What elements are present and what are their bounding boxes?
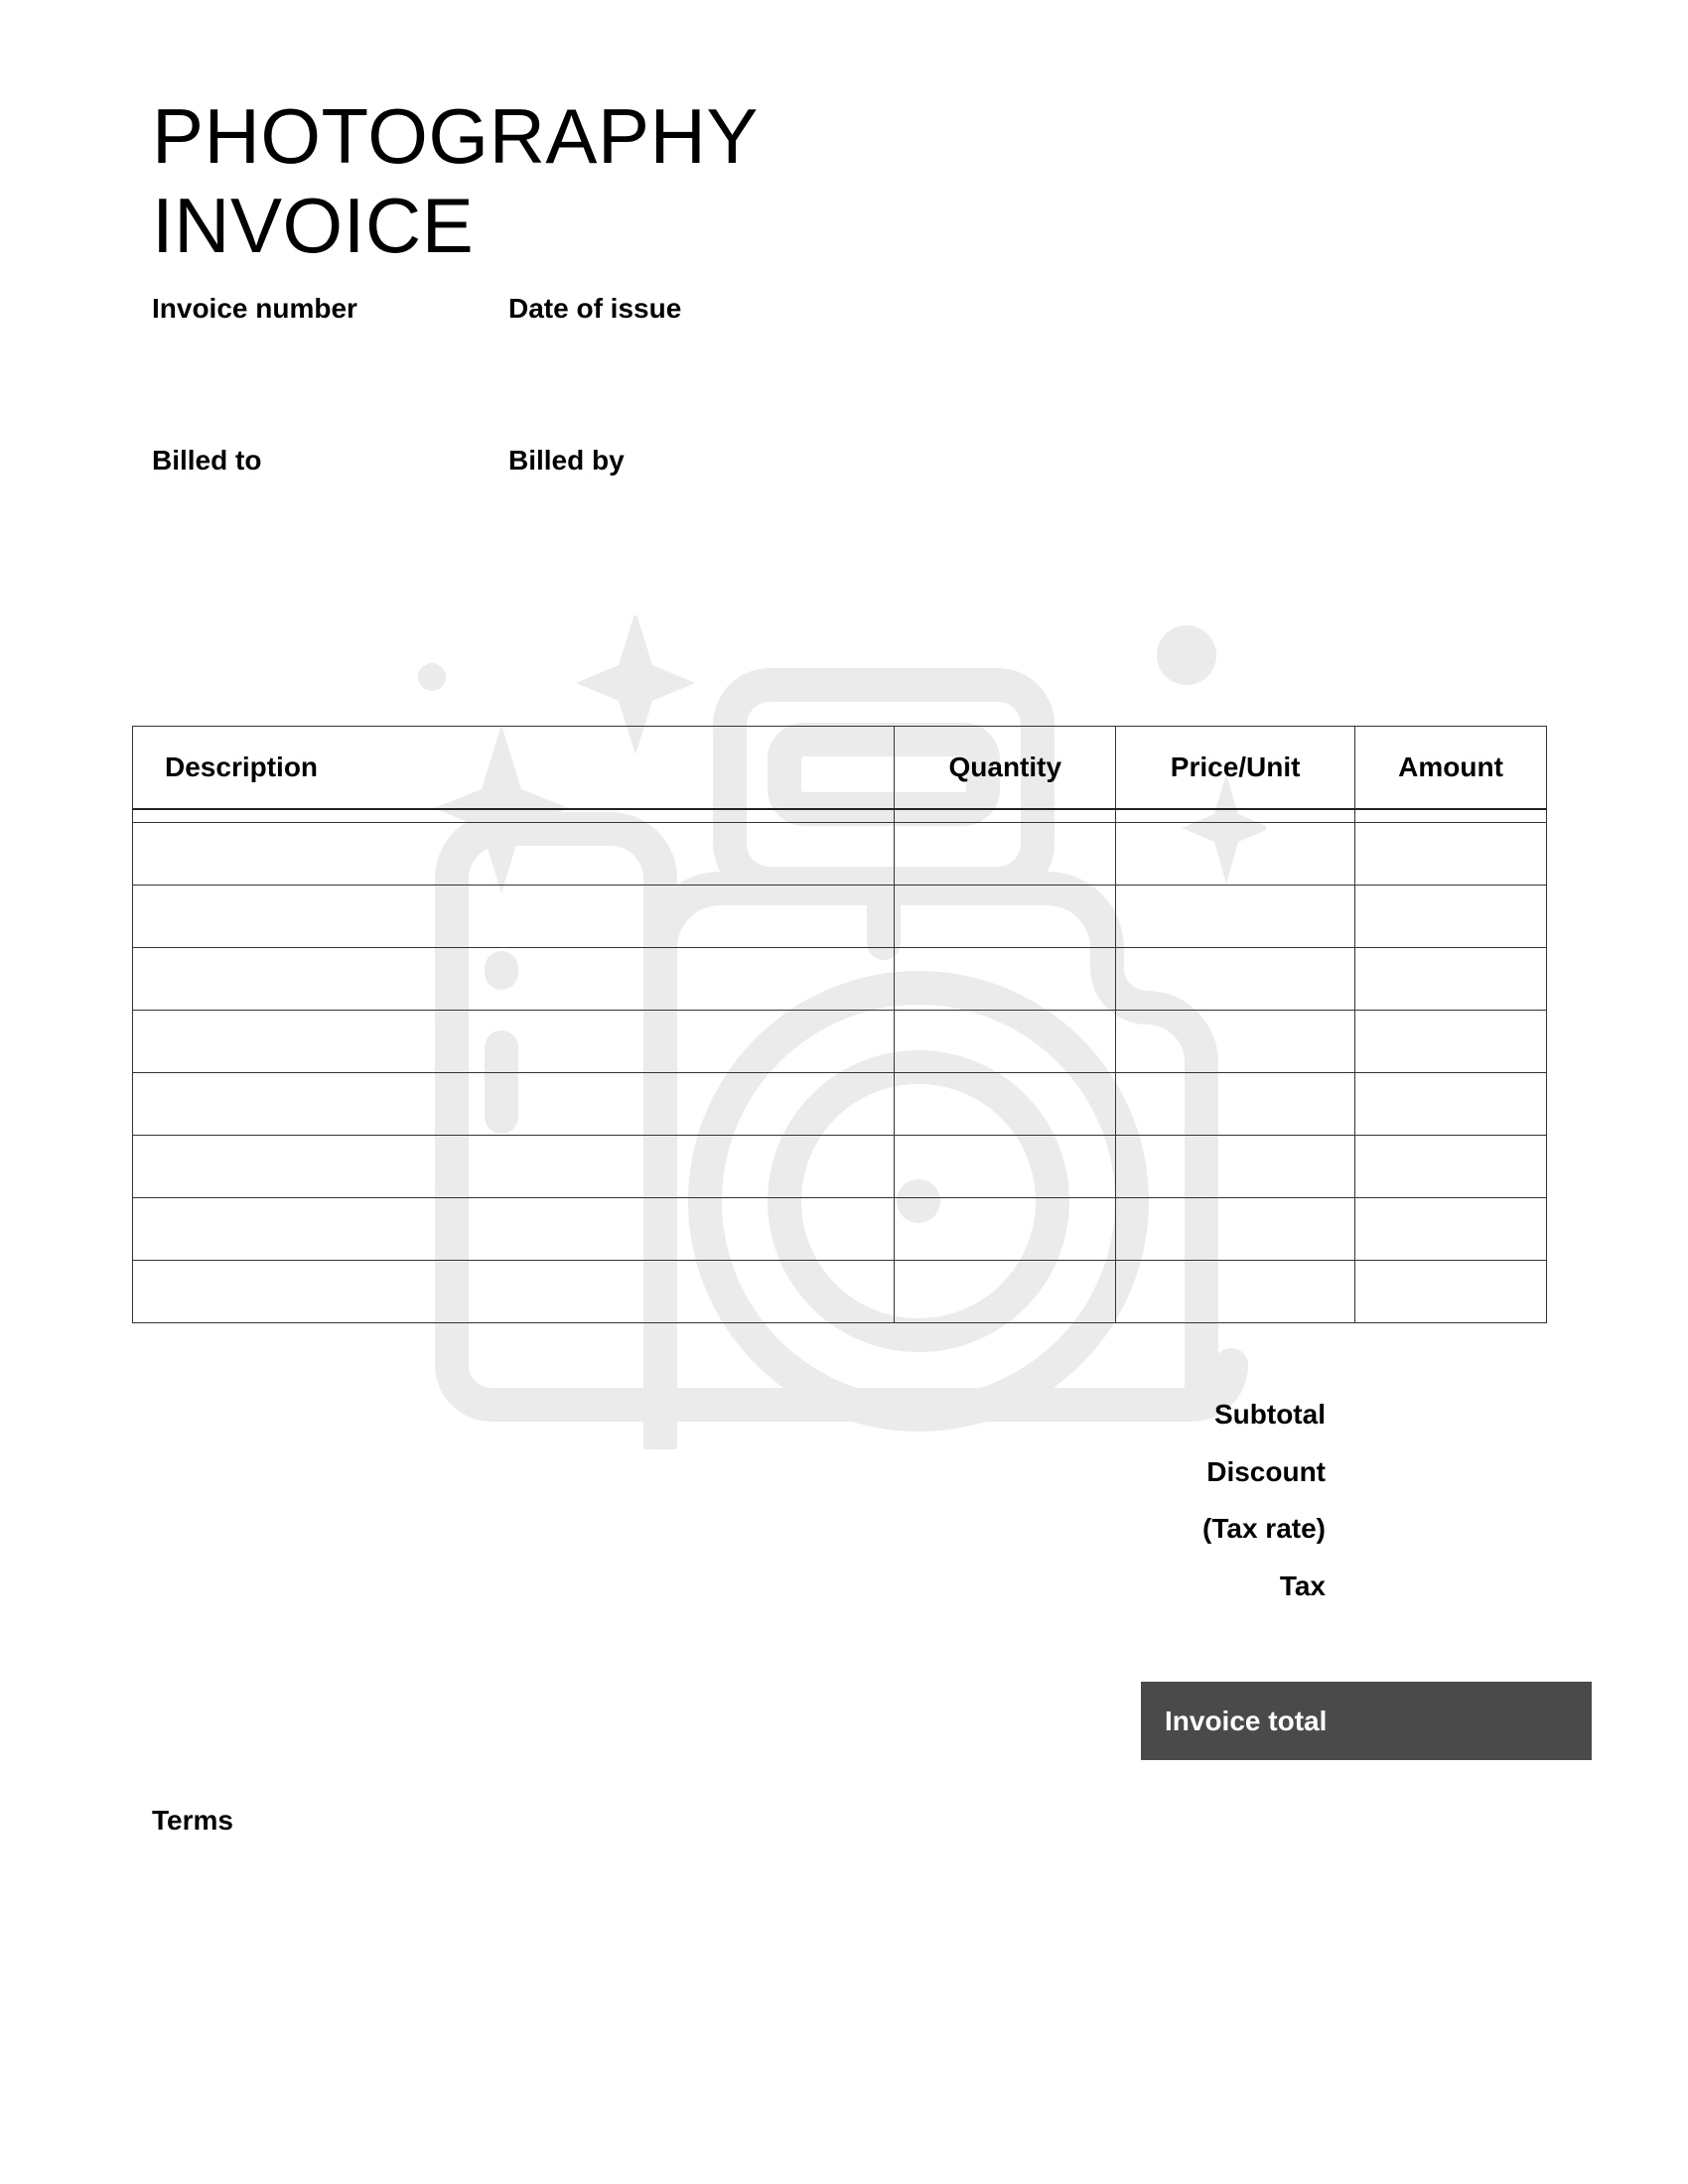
description-cell[interactable] [133,823,895,886]
quantity-cell[interactable] [895,1198,1116,1261]
quantity-cell[interactable] [895,1136,1116,1198]
description-cell[interactable] [133,1136,895,1198]
amount-cell[interactable] [1355,823,1547,886]
title-line-2: INVOICE [152,182,475,269]
invoice-number-label: Invoice number [152,293,357,324]
amount-cell[interactable] [1355,1011,1547,1073]
price-unit-cell[interactable] [1116,1198,1355,1261]
invoice-total-bar: Invoice total [1141,1682,1592,1760]
description-cell[interactable] [133,1198,895,1261]
column-header-price-unit: Price/Unit [1116,727,1355,810]
billed-by-label: Billed by [508,445,625,476]
quantity-cell[interactable] [895,1011,1116,1073]
table-row [133,1136,1547,1198]
column-header-amount: Amount [1355,727,1547,810]
line-items-table [132,726,1547,1323]
description-cell[interactable] [133,1261,895,1323]
amount-cell[interactable] [1355,948,1547,1011]
billed-to-label: Billed to [152,445,262,476]
description-cell[interactable] [133,1073,895,1136]
price-unit-cell[interactable] [1116,1136,1355,1198]
table-header-row [133,727,1547,810]
description-cell[interactable] [133,1011,895,1073]
page-title [152,91,759,270]
table-row [133,1198,1547,1261]
price-unit-cell[interactable] [1116,948,1355,1011]
description-cell[interactable] [133,886,895,948]
subtotal-label: Subtotal [1214,1399,1326,1430]
table-row [133,823,1547,886]
tax-label: Tax [1279,1570,1326,1601]
price-unit-cell[interactable] [1116,1261,1355,1323]
description-cell[interactable] [133,948,895,1011]
amount-cell[interactable] [1355,1261,1547,1323]
quantity-cell[interactable] [895,1261,1116,1323]
title-line-1: PHOTOGRAPHY [152,92,759,180]
quantity-cell[interactable] [895,1073,1116,1136]
price-unit-cell[interactable] [1116,1073,1355,1136]
quantity-cell[interactable] [895,886,1116,948]
price-unit-cell[interactable] [1116,1011,1355,1073]
amount-cell[interactable] [1355,1073,1547,1136]
table-row [133,886,1547,948]
table-row [133,1011,1547,1073]
price-unit-cell[interactable] [1116,886,1355,948]
amount-cell[interactable] [1355,1136,1547,1198]
table-spacer-row [133,809,1547,823]
table-row [133,1261,1547,1323]
price-unit-cell[interactable] [1116,823,1355,886]
column-header-quantity: Quantity [895,727,1116,810]
amount-cell[interactable] [1355,1198,1547,1261]
quantity-cell[interactable] [895,823,1116,886]
column-header-description: Description [133,727,895,810]
totals-block [1202,1398,1326,1626]
terms-label: Terms [152,1805,233,1836]
table-row [133,948,1547,1011]
quantity-cell[interactable] [895,948,1116,1011]
tax-rate-label: (Tax rate) [1202,1513,1326,1544]
date-of-issue-label: Date of issue [508,293,682,324]
amount-cell[interactable] [1355,886,1547,948]
discount-label: Discount [1206,1455,1326,1487]
table-row [133,1073,1547,1136]
